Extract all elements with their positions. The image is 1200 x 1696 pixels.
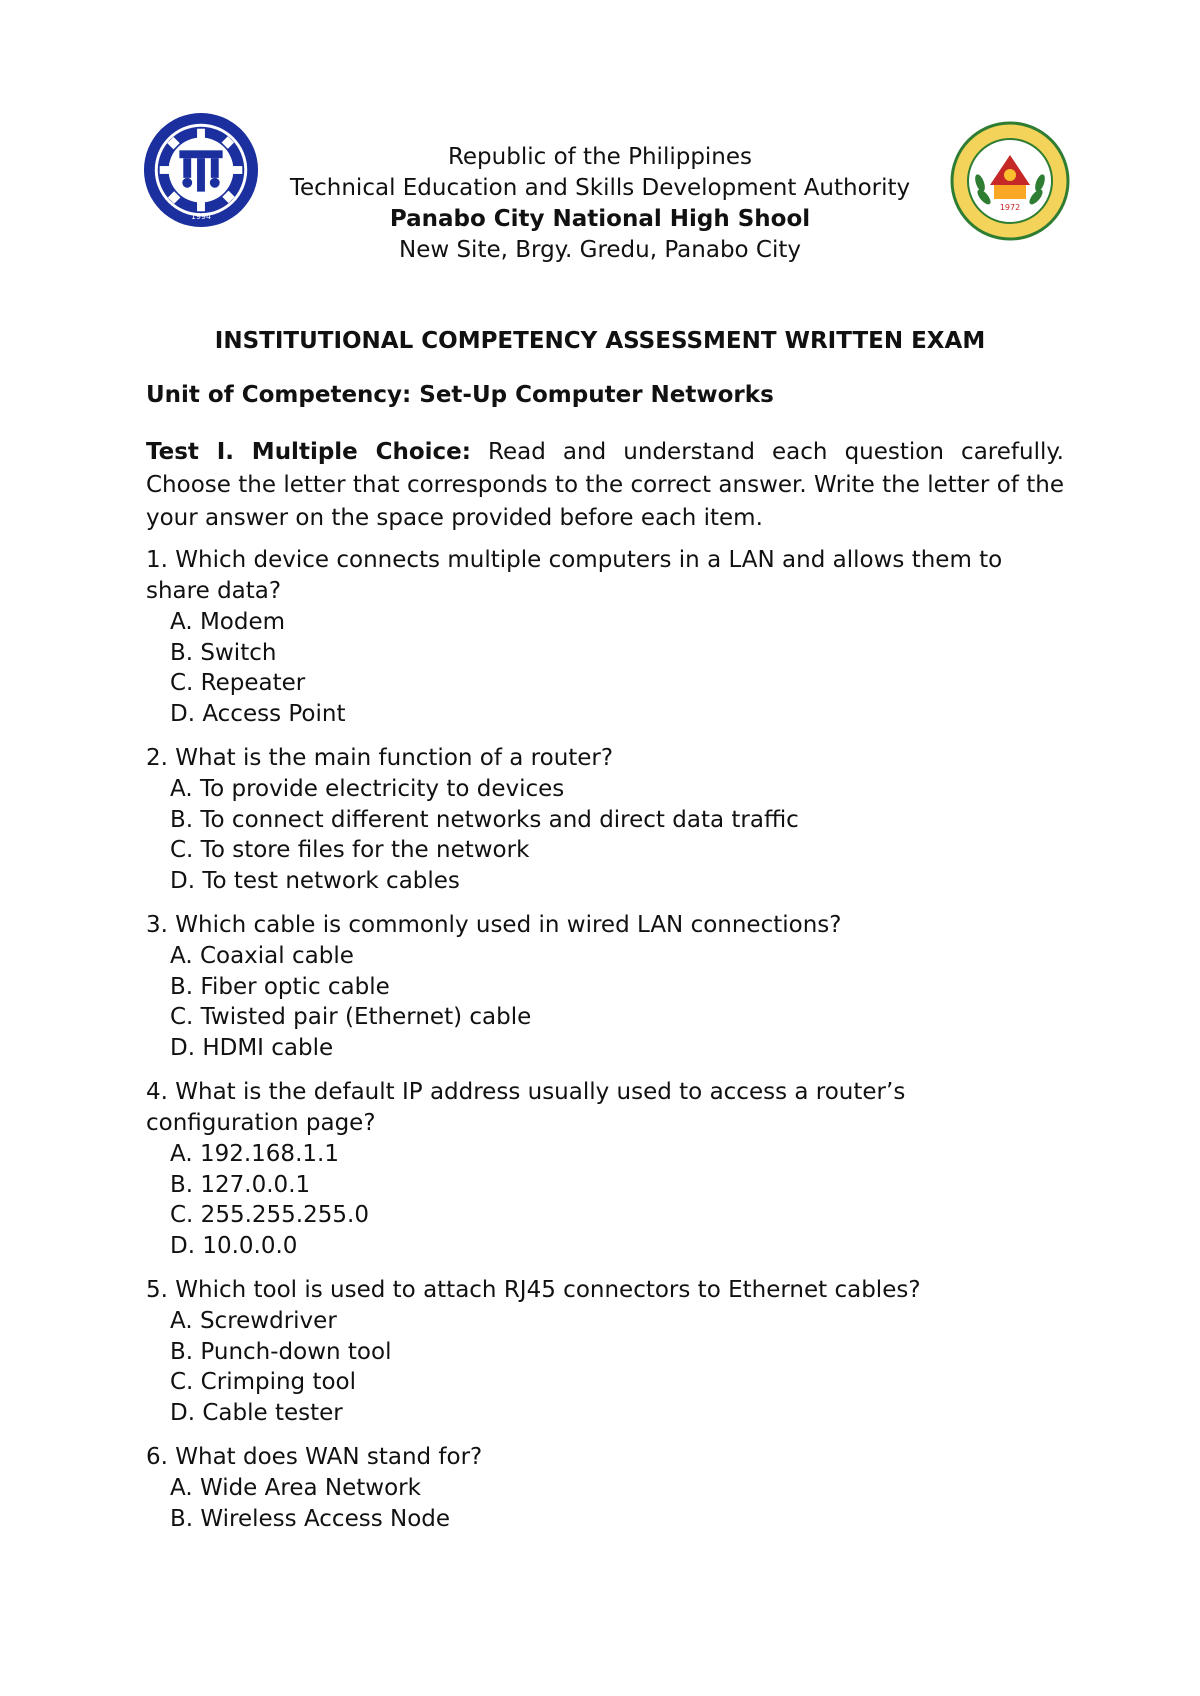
header-school-name: Panabo City National High Shool: [389, 206, 811, 232]
answer-option: D. To test network cables: [170, 867, 460, 894]
header-line-agency: Technical Education and Skills Development Authority: [289, 175, 911, 201]
left-logo-year: 1994: [190, 212, 212, 222]
answer-option: A. Wide Area Network: [170, 1475, 421, 1501]
answer-option: B. Switch: [170, 639, 277, 666]
answer-option: B. Wireless Access Node: [170, 1505, 451, 1532]
answer-option: C. Twisted pair (Ethernet) cable: [170, 1004, 532, 1030]
question-text: 6. What does WAN stand for?: [146, 1444, 483, 1470]
right-logo-year: 1972: [999, 203, 1021, 212]
question-text: 5. Which tool is used to attach RJ45 connectors to Ethernet cables?: [146, 1277, 921, 1303]
answer-option: A. Coaxial cable: [170, 943, 354, 969]
question-text: 4. What is the default IP address usually used to access a router’s configuration page?: [146, 1079, 906, 1136]
answer-option: C. 255.255.255.0: [170, 1202, 369, 1228]
question-item: [146, 1077, 1064, 1261]
answer-option: B. To connect different networks and direct data traffic: [170, 806, 799, 833]
answer-option: A. Modem: [170, 609, 286, 635]
answer-option: D. Access Point: [170, 700, 346, 727]
instructions-text: Read and understand each question carefully. Choose the letter that corresponds to the correct answer. Write the letter of the your answer on the space provided before each item.: [146, 439, 1064, 531]
question-text: 2. What is the main function of a router?: [146, 745, 614, 771]
question-text: 3. Which cable is commonly used in wired LAN connections?: [146, 912, 842, 938]
answer-option: A. Screwdriver: [170, 1308, 337, 1334]
header-address: New Site, Brgy. Gredu, Panabo City: [398, 237, 802, 263]
answer-option: D. 10.0.0.0: [170, 1232, 298, 1259]
question-list: [146, 545, 1064, 1534]
answer-option: D. HDMI cable: [170, 1034, 334, 1061]
answer-option: A. To provide electricity to devices: [170, 776, 565, 802]
header-line-republic: Republic of the Philippines: [447, 144, 753, 170]
question-item: [146, 1275, 1064, 1428]
answer-option: B. 127.0.0.1: [170, 1171, 311, 1198]
answer-option: A. 192.168.1.1: [170, 1141, 339, 1167]
question-item: [146, 545, 1064, 729]
exam-title: INSTITUTIONAL COMPETENCY ASSESSMENT WRITTEN EXAM: [214, 328, 986, 354]
answer-option: C. Crimping tool: [170, 1369, 357, 1395]
question-item: [146, 1442, 1064, 1534]
test-instructions: [146, 436, 1064, 535]
answer-option: C. Repeater: [170, 670, 306, 696]
question-item: [146, 743, 1064, 896]
answer-option: B. Punch-down tool: [170, 1338, 392, 1365]
question-item: [146, 910, 1064, 1063]
question-text: 1. Which device connects multiple computers in a LAN and allows them to share data?: [146, 547, 1003, 604]
document-header: [230, 142, 970, 266]
answer-option: B. Fiber optic cable: [170, 973, 390, 1000]
answer-option: D. Cable tester: [170, 1399, 343, 1426]
unit-of-competency: Unit of Competency: Set-Up Computer Networks: [146, 382, 774, 408]
test-label: Test I. Multiple Choice:: [146, 439, 471, 465]
exam-content: [146, 380, 1064, 1548]
answer-option: C. To store files for the network: [170, 837, 530, 863]
